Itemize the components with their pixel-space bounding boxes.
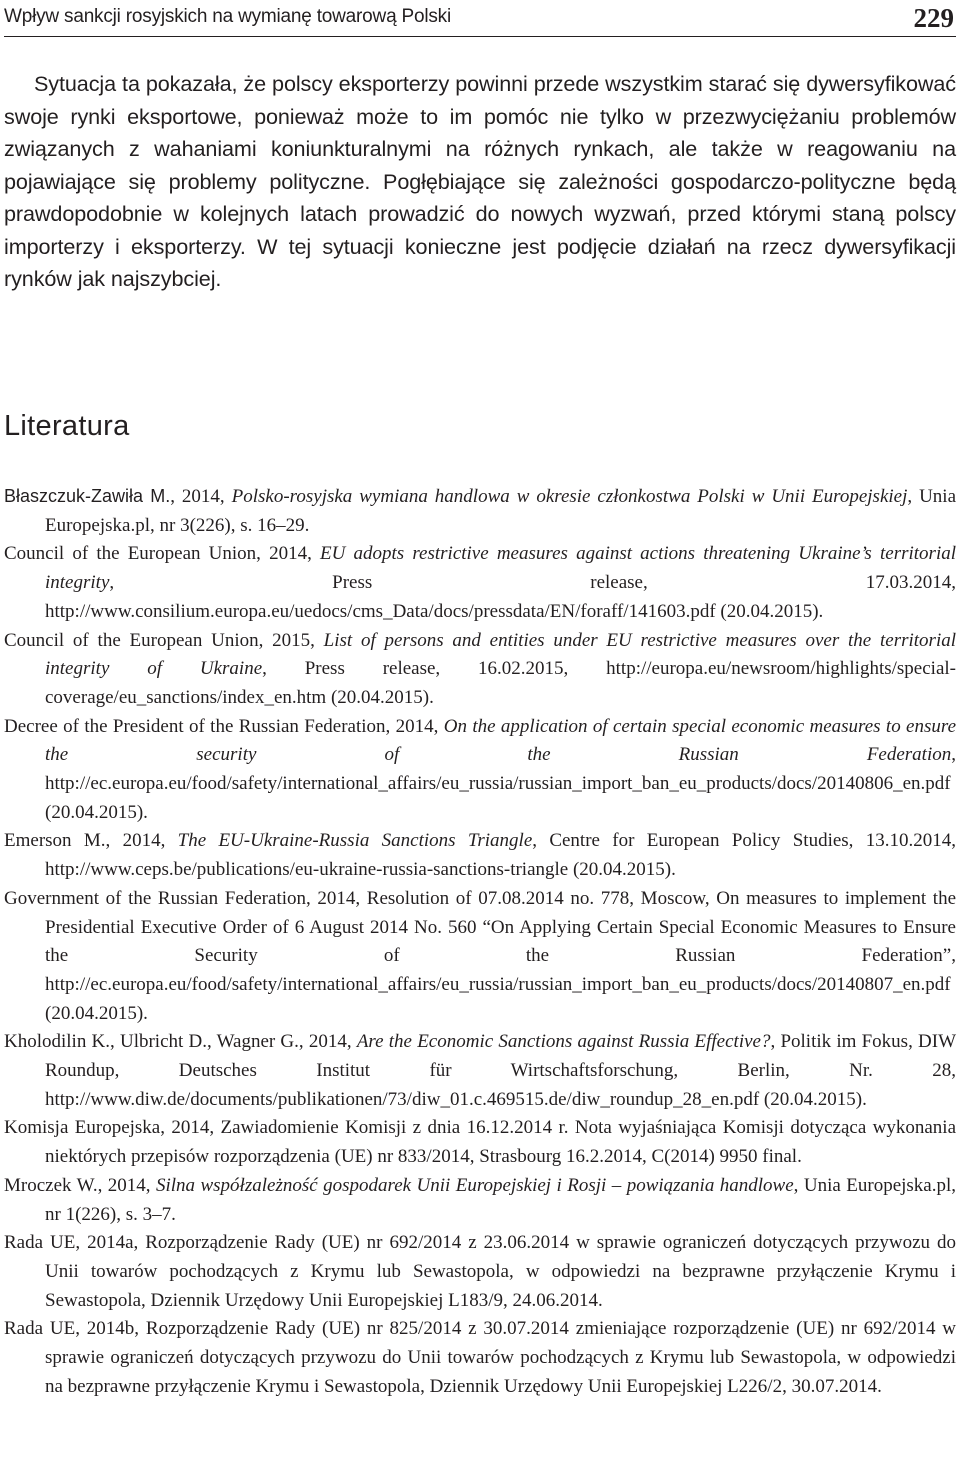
reference-details: , 2014,: [385, 715, 444, 737]
reference-title: List of persons and entities under EU restrictive measures over the territorial integrity of Ukraine: [45, 629, 956, 680]
reference-publication: , Press release, 16.02.2015, http://europa.eu/newsroom/highlights/special-coverage/eu_sanctions/index_en.htm (20.04.2015).: [45, 658, 956, 708]
reference-details: , 2015,: [258, 629, 324, 651]
reference-publication: , Press release, 17.03.2014, http://www.consilium.europa.eu/uedocs/cms_Data/docs/pressdata/EN/foraff/141603.pdf (20.04.2015).: [45, 572, 956, 622]
reference-details: , 2014,: [256, 543, 321, 565]
running-header: [4, 2, 956, 37]
reference-author: Government of the Russian Federation: [4, 887, 307, 909]
reference-details: , 2014a, Rozporządzenie Rady (UE) nr 692/2014 z 23.06.2014 w sprawie ograniczeń dotyczących przywozu do Unii towarów pochodzących z Krymu lub Sewastopola, w odpowiedzi na bezprawne przyłączenie Krymu i Sewastopola, Dziennik Urzędowy Unii Europejskiej L183/9, 24.06.2014.: [45, 1232, 956, 1311]
reference-publication: , Unia Europejska.pl, nr 1(226), s. 3–7.: [45, 1174, 957, 1225]
section-heading: Literatura: [4, 410, 130, 442]
reference-author: Council of the European Union: [4, 629, 259, 651]
reference-author: Komisja Europejska: [4, 1117, 161, 1139]
reference-title: Polsko-rosyjska wymiana handlowa w okresie członkostwa Polski w Unii Europejskiej: [231, 486, 908, 507]
reference-publication: , Centre for European Policy Studies, 13.10.2014, http://www.ceps.be/publications/eu-ukraine-russia-sanctions-triangle (20.04.2015).: [45, 830, 956, 881]
reference-title: Silna współzależność gospodarek Unii Europejskiej i Rosji – powiązania handlowe: [155, 1174, 794, 1196]
reference-author: Emerson M.: [4, 830, 106, 852]
reference-details: , 2014,: [298, 1031, 357, 1053]
reference-item: [4, 627, 956, 713]
reference-details: , 2014, Zawiadomienie Komisji z dnia 16.12.2014 r. Nota wyjaśniająca Komisji dotycząca wykonania niektórych przepisów rozporządzenia (UE) nr 833/2014, Strasbourg 16.2.2014, C(2014) 9950 final.: [45, 1117, 957, 1168]
reference-details: , 2014b, Rozporządzenie Rady (UE) nr 825/2014 z 30.07.2014 zmieniające rozporządzenie (UE) nr 692/2014 w sprawie ograniczeń dotyczących przywozu do Unii towarów pochodzących z Krymu lub Sewastopola, w odpowiedzi na bezprawne przyłączenie Krymu i Sewastopola, Dziennik Urzędowy Unii Europejskiej L226/2, 30.07.2014.: [45, 1318, 957, 1397]
running-title: Wpływ sankcji rosyjskich na wymianę towarową Polski: [4, 6, 451, 27]
reference-item: [4, 713, 956, 828]
reference-item: [4, 1229, 956, 1315]
reference-item: [4, 540, 956, 626]
reference-item: [4, 1172, 956, 1229]
body-paragraph-text: Sytuacja ta pokazała, że polscy eksporterzy powinni przede wszystkim starać się dywersyfikować swoje rynki eksportowe, ponieważ może to im pomóc nie tylko w przezwyciężaniu problemów związanych z wahaniami koniunkturalnymi na różnych rynkach, ale także w reagowaniu na pojawiające się problemy polityczne. Pogłębiające się zależności gospodarczo-polityczne będą prawdopodobnie w kolejnych latach prowadzić do nowych wyzwań, przed którymi staną polscy importerzy i eksporterzy. W tej sytuacji konieczne jest podjęcie działań na rzecz dywersyfikacji rynków jak najszybciej.: [4, 71, 956, 291]
reference-item: [4, 827, 956, 884]
reference-item: [4, 1114, 956, 1171]
reference-author: Rada UE: [4, 1318, 76, 1340]
reference-author: Rada UE: [4, 1232, 76, 1254]
reference-item: [4, 1315, 956, 1401]
reference-author: Błaszczuk-Zawiła M.: [4, 486, 171, 506]
reference-author: Decree of the President of the Russian Federation: [4, 715, 386, 737]
reference-details: , 2014,: [170, 486, 232, 507]
reference-item: [4, 482, 956, 540]
reference-title: Are the Economic Sanctions against Russia Effective?: [356, 1031, 771, 1053]
reference-author: Kholodilin K., Ulbricht D., Wagner G.: [4, 1031, 299, 1053]
reference-item: [4, 1028, 956, 1114]
body-paragraph: [4, 68, 956, 296]
reference-title: EU adopts restrictive measures against actions threatening Ukraine’s territorial integrity: [45, 543, 956, 594]
reference-publication: , Politik im Fokus, DIW Roundup, Deutsches Institut für Wirtschaftsforschung, Berlin, Nr. 28, http://www.diw.de/documents/publikationen/73/diw_01.c.469515.de/diw_roundup_28_en.pdf (20.04.2015).: [45, 1031, 957, 1110]
reference-title: The EU-Ukraine-Russia Sanctions Triangle: [177, 830, 533, 852]
reference-publication: , http://ec.europa.eu/food/safety/international_affairs/eu_russia/russian_import_ban_eu_products/docs/20140806_en.pdf (20.04.2015).: [45, 744, 956, 823]
reference-author: Council of the European Union: [4, 543, 257, 565]
reference-list: [4, 482, 956, 1402]
reference-publication: , Unia Europejska.pl, nr 3(226), s. 16–29.: [45, 486, 957, 536]
reference-title: On the application of certain special economic measures to ensure the security of the Russian Federation: [45, 715, 957, 766]
reference-details: , 2014,: [97, 1174, 156, 1196]
reference-details: , 2014,: [105, 830, 178, 852]
page-number: 229: [913, 3, 954, 33]
reference-details: , 2014, Resolution of 07.08.2014 no. 778, Moscow, On measures to implement the Presidential Executive Order of 6 August 2014 No. 560 “On Applying Certain Special Economic Measures to Ensure the Security of the Russian Federation”, http://ec.europa.eu/food/safety/international_affairs/eu_russia/russian_import_ban_eu_products/docs/20140807_en.pdf (20.04.2015).: [45, 887, 957, 1024]
reference-item: [4, 885, 956, 1029]
reference-author: Mroczek W.: [4, 1174, 98, 1196]
